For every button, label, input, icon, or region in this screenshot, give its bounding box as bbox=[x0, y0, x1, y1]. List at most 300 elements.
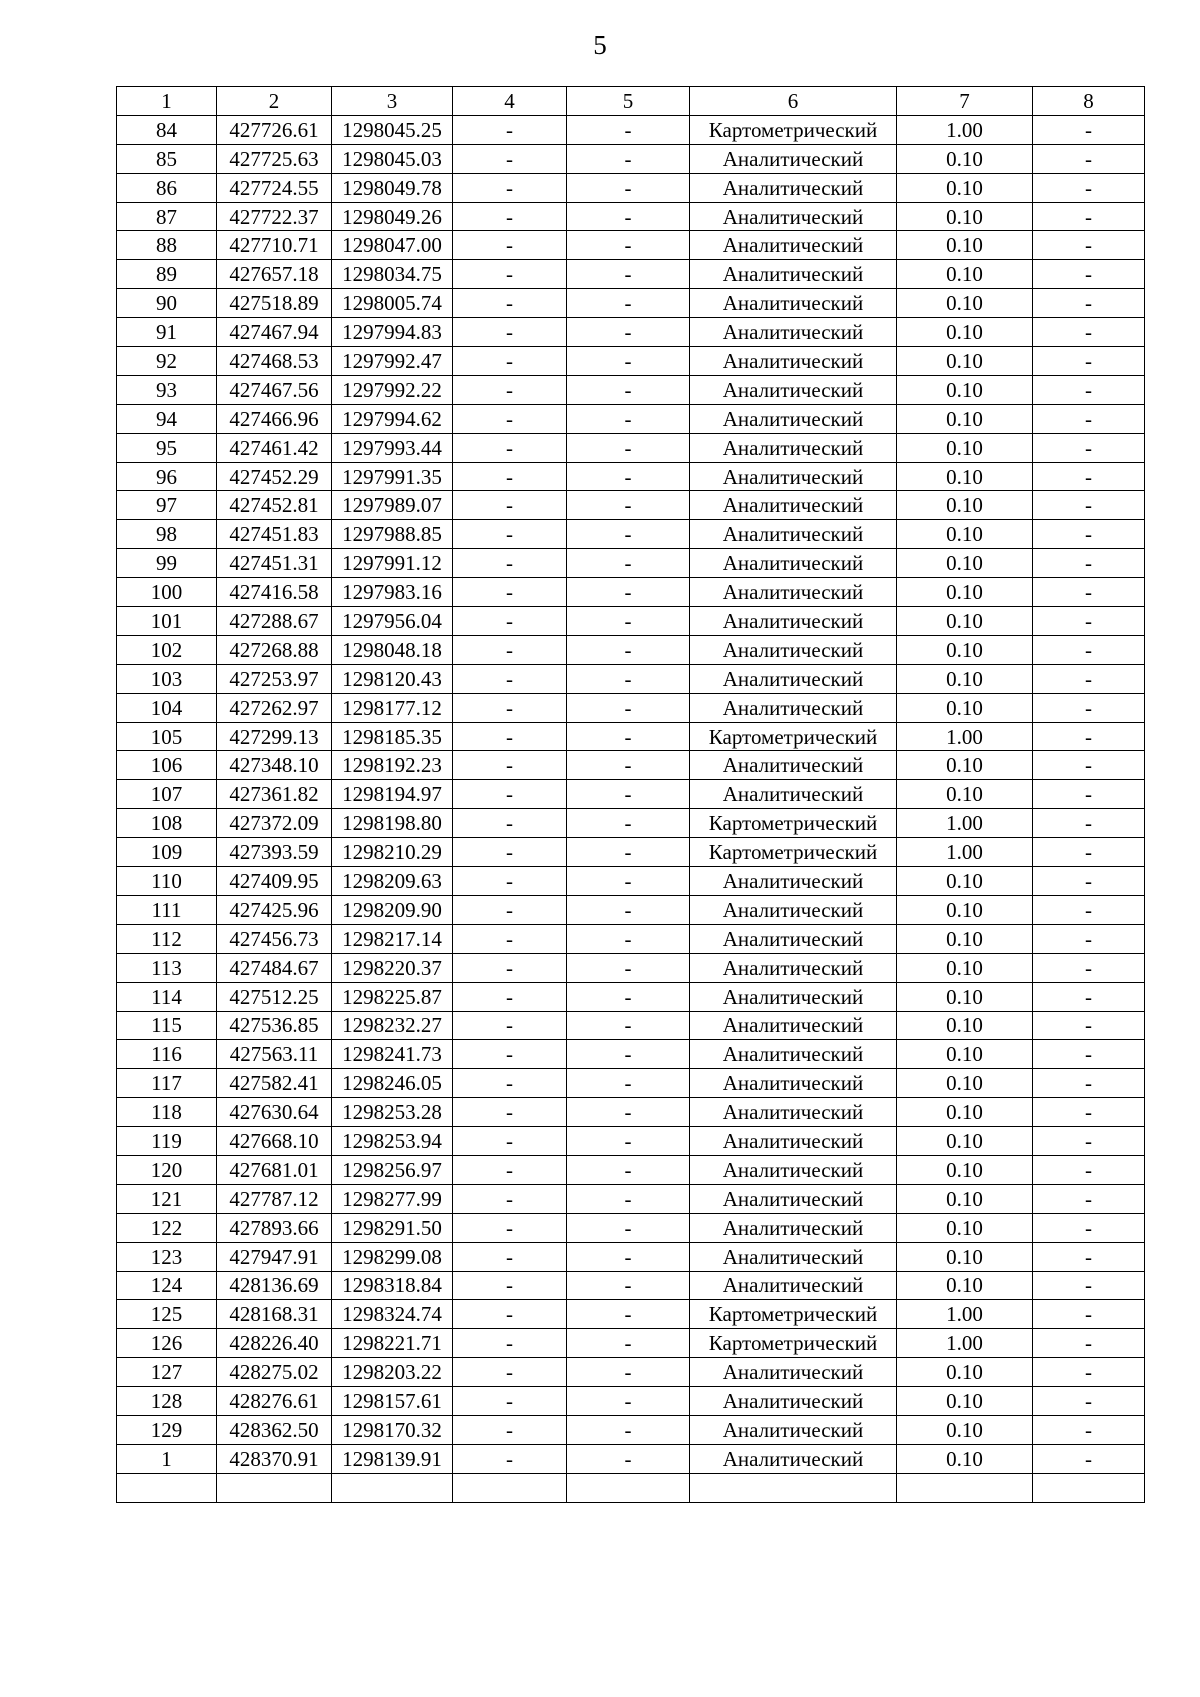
table-cell-col-7: 0.10 bbox=[897, 751, 1033, 780]
table-cell-col-8: - bbox=[1033, 1271, 1145, 1300]
table-cell-col-7: 0.10 bbox=[897, 1213, 1033, 1242]
table-cell-col-8: - bbox=[1033, 231, 1145, 260]
table-cell-col-3: 1298192.23 bbox=[332, 751, 453, 780]
table-cell-col-4: - bbox=[453, 982, 567, 1011]
table-cell-col-8: - bbox=[1033, 693, 1145, 722]
table-cell-col-2: 427681.01 bbox=[217, 1155, 332, 1184]
table-cell-col-5: - bbox=[567, 462, 690, 491]
table-cell-col-8: 8 bbox=[1033, 87, 1145, 116]
table-row bbox=[117, 433, 1145, 462]
table-cell-col-7: 0.10 bbox=[897, 202, 1033, 231]
table-cell-col-4: - bbox=[453, 693, 567, 722]
table-cell-col-4: - bbox=[453, 664, 567, 693]
table-cell-col-5: - bbox=[567, 953, 690, 982]
table-cell-col-6: Аналитический bbox=[690, 347, 897, 376]
table-cell-col-7: 0.10 bbox=[897, 635, 1033, 664]
table-row bbox=[117, 1184, 1145, 1213]
table-row bbox=[117, 1069, 1145, 1098]
table-cell-col-3: 1298221.71 bbox=[332, 1329, 453, 1358]
page-number: 5 bbox=[593, 30, 607, 60]
table-cell-col-3: 1298185.35 bbox=[332, 722, 453, 751]
table-cell-col-5: - bbox=[567, 1040, 690, 1069]
table-cell-col-1: 112 bbox=[117, 924, 217, 953]
table-cell-col-7: 0.10 bbox=[897, 895, 1033, 924]
table-cell-col-5: - bbox=[567, 491, 690, 520]
table-row bbox=[117, 1271, 1145, 1300]
table-cell-col-6: Аналитический bbox=[690, 404, 897, 433]
table-row bbox=[117, 144, 1145, 173]
table-cell-col-8: - bbox=[1033, 635, 1145, 664]
table-cell-col-8: - bbox=[1033, 1300, 1145, 1329]
table-cell-col-5: - bbox=[567, 375, 690, 404]
table-cell-col-4: - bbox=[453, 895, 567, 924]
table-cell-col-2: 427468.53 bbox=[217, 347, 332, 376]
table-cell-col-3: 1298246.05 bbox=[332, 1069, 453, 1098]
table-cell-col-2: 427262.97 bbox=[217, 693, 332, 722]
table-cell-col-6: Аналитический bbox=[690, 1069, 897, 1098]
table-row bbox=[117, 1300, 1145, 1329]
table-cell-col-6: Аналитический bbox=[690, 173, 897, 202]
table-row bbox=[117, 809, 1145, 838]
table-cell-col-3: 1297988.85 bbox=[332, 520, 453, 549]
table-cell-col-2: 427299.13 bbox=[217, 722, 332, 751]
table-cell-col-7: 0.10 bbox=[897, 1040, 1033, 1069]
table-cell-col-3: 1298048.18 bbox=[332, 635, 453, 664]
table-cell-col-6: Аналитический bbox=[690, 635, 897, 664]
table-row bbox=[117, 1011, 1145, 1040]
table-cell-col-1: 116 bbox=[117, 1040, 217, 1069]
table-row bbox=[117, 895, 1145, 924]
table-cell-col-2 bbox=[217, 1473, 332, 1502]
table-cell-col-5: - bbox=[567, 1358, 690, 1387]
table-cell-col-3: 1298157.61 bbox=[332, 1387, 453, 1416]
table-cell-col-4: - bbox=[453, 144, 567, 173]
table-cell-col-7: 7 bbox=[897, 87, 1033, 116]
table-header-row bbox=[117, 87, 1145, 116]
table-cell-col-3: 1298198.80 bbox=[332, 809, 453, 838]
table-cell-col-8: - bbox=[1033, 780, 1145, 809]
table-cell-col-3: 1298005.74 bbox=[332, 289, 453, 318]
table-cell-col-2: 427452.29 bbox=[217, 462, 332, 491]
table-cell-col-6: Картометрический bbox=[690, 809, 897, 838]
table-cell-col-2: 427725.63 bbox=[217, 144, 332, 173]
table-cell-col-8: - bbox=[1033, 1213, 1145, 1242]
table-cell-col-6: Картометрический bbox=[690, 838, 897, 867]
table-cell-col-4: - bbox=[453, 318, 567, 347]
table-cell-col-5: - bbox=[567, 751, 690, 780]
table-cell-col-4: - bbox=[453, 780, 567, 809]
table-cell-col-8: - bbox=[1033, 953, 1145, 982]
table-cell-col-5 bbox=[567, 1473, 690, 1502]
table-cell-col-7: 0.10 bbox=[897, 1127, 1033, 1156]
table-cell-col-4: - bbox=[453, 404, 567, 433]
table-cell-col-1: 128 bbox=[117, 1387, 217, 1416]
table-cell-col-1: 100 bbox=[117, 578, 217, 607]
table-cell-col-6: Аналитический bbox=[690, 607, 897, 636]
table-cell-col-3: 1298217.14 bbox=[332, 924, 453, 953]
table-cell-col-8: - bbox=[1033, 924, 1145, 953]
table-cell-col-3: 1298170.32 bbox=[332, 1415, 453, 1444]
table-cell-col-3: 1298220.37 bbox=[332, 953, 453, 982]
table-cell-col-8: - bbox=[1033, 1069, 1145, 1098]
table-cell-col-3: 1298045.03 bbox=[332, 144, 453, 173]
table-cell-col-7: 0.10 bbox=[897, 664, 1033, 693]
table-cell-col-5: - bbox=[567, 664, 690, 693]
table-cell-col-7: 0.10 bbox=[897, 982, 1033, 1011]
table-cell-col-6: Аналитический bbox=[690, 433, 897, 462]
table-cell-col-1: 109 bbox=[117, 838, 217, 867]
table-cell-col-1: 93 bbox=[117, 375, 217, 404]
table-row bbox=[117, 1415, 1145, 1444]
table-cell-col-1: 88 bbox=[117, 231, 217, 260]
table-cell-col-6: Аналитический bbox=[690, 895, 897, 924]
table-cell-col-1: 105 bbox=[117, 722, 217, 751]
table-cell-col-4: - bbox=[453, 1242, 567, 1271]
table-cell-col-8: - bbox=[1033, 115, 1145, 144]
table-cell-col-2: 427657.18 bbox=[217, 260, 332, 289]
table-cell-col-6: Аналитический bbox=[690, 982, 897, 1011]
table-cell-col-5: - bbox=[567, 318, 690, 347]
table-cell-col-2: 428362.50 bbox=[217, 1415, 332, 1444]
table-cell-col-2: 427668.10 bbox=[217, 1127, 332, 1156]
table-cell-col-8: - bbox=[1033, 838, 1145, 867]
table-row bbox=[117, 1098, 1145, 1127]
table-cell-col-4: - bbox=[453, 722, 567, 751]
table-cell-col-8: - bbox=[1033, 1387, 1145, 1416]
table-cell-col-6: Аналитический bbox=[690, 1358, 897, 1387]
table-cell-col-2: 427372.09 bbox=[217, 809, 332, 838]
table-cell-col-5: 5 bbox=[567, 87, 690, 116]
table-cell-col-5: - bbox=[567, 202, 690, 231]
table-cell-col-1: 98 bbox=[117, 520, 217, 549]
table-cell-col-6: Аналитический bbox=[690, 520, 897, 549]
table-row bbox=[117, 375, 1145, 404]
table-cell-col-6: Аналитический bbox=[690, 1155, 897, 1184]
table-cell-col-3: 1298139.91 bbox=[332, 1444, 453, 1473]
table-cell-col-8: - bbox=[1033, 982, 1145, 1011]
table-cell-col-7: 0.10 bbox=[897, 607, 1033, 636]
table-cell-col-3: 1298034.75 bbox=[332, 260, 453, 289]
table-cell-col-5: - bbox=[567, 1184, 690, 1213]
table-cell-col-6: Аналитический bbox=[690, 780, 897, 809]
table-cell-col-3: 1298324.74 bbox=[332, 1300, 453, 1329]
table-cell-col-3: 1297994.83 bbox=[332, 318, 453, 347]
table-cell-col-2: 427425.96 bbox=[217, 895, 332, 924]
table-cell-col-4 bbox=[453, 1473, 567, 1502]
table-cell-col-3: 1298209.90 bbox=[332, 895, 453, 924]
table-row bbox=[117, 722, 1145, 751]
table-row bbox=[117, 260, 1145, 289]
table-cell-col-8: - bbox=[1033, 607, 1145, 636]
table-cell-col-5: - bbox=[567, 1271, 690, 1300]
table-cell-col-3: 1297992.22 bbox=[332, 375, 453, 404]
table-cell-col-7: 0.10 bbox=[897, 953, 1033, 982]
table-body bbox=[117, 87, 1145, 1503]
table-cell-col-4: - bbox=[453, 289, 567, 318]
table-cell-col-2: 428370.91 bbox=[217, 1444, 332, 1473]
table-cell-col-4: - bbox=[453, 1271, 567, 1300]
table-cell-col-2: 427466.96 bbox=[217, 404, 332, 433]
table-cell-col-7: 0.10 bbox=[897, 1358, 1033, 1387]
table-cell-col-8: - bbox=[1033, 867, 1145, 896]
table-cell-col-3: 1298225.87 bbox=[332, 982, 453, 1011]
table-cell-col-4: - bbox=[453, 491, 567, 520]
table-cell-col-2: 427393.59 bbox=[217, 838, 332, 867]
table-cell-col-7: 0.10 bbox=[897, 462, 1033, 491]
table-cell-col-3: 1298209.63 bbox=[332, 867, 453, 896]
table-cell-col-4: - bbox=[453, 578, 567, 607]
table-cell-col-1: 106 bbox=[117, 751, 217, 780]
table-row bbox=[117, 404, 1145, 433]
table-cell-col-3: 1298256.97 bbox=[332, 1155, 453, 1184]
table-cell-col-2: 428276.61 bbox=[217, 1387, 332, 1416]
table-cell-col-6: Аналитический bbox=[690, 693, 897, 722]
table-cell-col-2: 427484.67 bbox=[217, 953, 332, 982]
table-cell-col-4: - bbox=[453, 231, 567, 260]
table-cell-col-1: 1 bbox=[117, 1444, 217, 1473]
table-cell-col-7: 0.10 bbox=[897, 1011, 1033, 1040]
table-cell-col-5: - bbox=[567, 1329, 690, 1358]
table-cell-col-8: - bbox=[1033, 722, 1145, 751]
table-row bbox=[117, 982, 1145, 1011]
table-cell-col-1: 102 bbox=[117, 635, 217, 664]
table-cell-col-4: - bbox=[453, 347, 567, 376]
table-cell-col-7: 0.10 bbox=[897, 347, 1033, 376]
table-cell-col-4: - bbox=[453, 1387, 567, 1416]
table-cell-col-7: 0.10 bbox=[897, 375, 1033, 404]
table-cell-col-6: Аналитический bbox=[690, 318, 897, 347]
table-cell-col-1: 119 bbox=[117, 1127, 217, 1156]
table-cell-col-5: - bbox=[567, 260, 690, 289]
table-cell-col-4: - bbox=[453, 1444, 567, 1473]
table-row bbox=[117, 1387, 1145, 1416]
table-cell-col-1: 110 bbox=[117, 867, 217, 896]
table-cell-col-1: 108 bbox=[117, 809, 217, 838]
table-cell-col-5: - bbox=[567, 231, 690, 260]
table-cell-col-2: 427947.91 bbox=[217, 1242, 332, 1271]
table-cell-col-1: 87 bbox=[117, 202, 217, 231]
table-row bbox=[117, 520, 1145, 549]
table-cell-col-3: 1298318.84 bbox=[332, 1271, 453, 1300]
table-cell-col-6: Аналитический bbox=[690, 1415, 897, 1444]
table-cell-col-3: 1298049.26 bbox=[332, 202, 453, 231]
table-cell-col-2: 428226.40 bbox=[217, 1329, 332, 1358]
table-cell-col-2: 427722.37 bbox=[217, 202, 332, 231]
table-row bbox=[117, 867, 1145, 896]
table-cell-col-6: Аналитический bbox=[690, 1098, 897, 1127]
table-cell-col-7: 1.00 bbox=[897, 838, 1033, 867]
table-cell-col-6: Аналитический bbox=[690, 289, 897, 318]
table-cell-col-4: - bbox=[453, 838, 567, 867]
table-cell-col-1: 99 bbox=[117, 549, 217, 578]
table-cell-col-6: Аналитический bbox=[690, 1444, 897, 1473]
table-cell-col-1: 125 bbox=[117, 1300, 217, 1329]
table-cell-col-1: 86 bbox=[117, 173, 217, 202]
table-cell-col-8: - bbox=[1033, 433, 1145, 462]
table-cell-col-7: 0.10 bbox=[897, 780, 1033, 809]
table-cell-col-3: 1298177.12 bbox=[332, 693, 453, 722]
table-cell-col-3 bbox=[332, 1473, 453, 1502]
table-cell-col-8: - bbox=[1033, 520, 1145, 549]
table-cell-col-4: - bbox=[453, 1127, 567, 1156]
table-cell-col-3: 1297956.04 bbox=[332, 607, 453, 636]
table-cell-col-1: 90 bbox=[117, 289, 217, 318]
table-cell-col-3: 1297992.47 bbox=[332, 347, 453, 376]
table-cell-col-4: - bbox=[453, 1098, 567, 1127]
table-row bbox=[117, 173, 1145, 202]
table-cell-col-5: - bbox=[567, 115, 690, 144]
table-cell-col-6: Аналитический bbox=[690, 1213, 897, 1242]
table-cell-col-4: - bbox=[453, 809, 567, 838]
table-cell-col-1: 1 bbox=[117, 87, 217, 116]
table-row bbox=[117, 693, 1145, 722]
table-cell-col-1: 122 bbox=[117, 1213, 217, 1242]
table-cell-col-7: 1.00 bbox=[897, 1300, 1033, 1329]
table-cell-col-6: Аналитический bbox=[690, 664, 897, 693]
table-cell-col-6: Картометрический bbox=[690, 1329, 897, 1358]
table-cell-col-2: 427563.11 bbox=[217, 1040, 332, 1069]
table-cell-col-3: 1298277.99 bbox=[332, 1184, 453, 1213]
table-cell-col-5: - bbox=[567, 347, 690, 376]
table-cell-col-7: 0.10 bbox=[897, 173, 1033, 202]
table-cell-col-2: 427451.31 bbox=[217, 549, 332, 578]
table-cell-col-2: 427518.89 bbox=[217, 289, 332, 318]
table-cell-col-5: - bbox=[567, 549, 690, 578]
table-cell-col-6: Аналитический bbox=[690, 462, 897, 491]
table-cell-col-7: 0.10 bbox=[897, 404, 1033, 433]
table-cell-col-7: 0.10 bbox=[897, 318, 1033, 347]
table-cell-col-1: 107 bbox=[117, 780, 217, 809]
table-cell-col-5: - bbox=[567, 1098, 690, 1127]
table-cell-col-4: - bbox=[453, 867, 567, 896]
table-row bbox=[117, 578, 1145, 607]
table-cell-col-3: 1298210.29 bbox=[332, 838, 453, 867]
table-row bbox=[117, 347, 1145, 376]
table-cell-col-8: - bbox=[1033, 318, 1145, 347]
table-cell-col-7: 0.10 bbox=[897, 693, 1033, 722]
table-cell-col-3: 1297994.62 bbox=[332, 404, 453, 433]
table-cell-col-8: - bbox=[1033, 1329, 1145, 1358]
table-cell-col-7: 1.00 bbox=[897, 722, 1033, 751]
table-cell-col-6: Аналитический bbox=[690, 924, 897, 953]
table-cell-col-6: Аналитический bbox=[690, 375, 897, 404]
table-cell-col-4: - bbox=[453, 520, 567, 549]
table-cell-col-5: - bbox=[567, 1155, 690, 1184]
table-cell-col-8: - bbox=[1033, 1040, 1145, 1069]
table-cell-col-5: - bbox=[567, 1069, 690, 1098]
table-cell-col-4: - bbox=[453, 433, 567, 462]
table-cell-col-6: Аналитический bbox=[690, 1242, 897, 1271]
table-cell-col-5: - bbox=[567, 867, 690, 896]
table-cell-col-4: - bbox=[453, 462, 567, 491]
table-cell-col-6: Аналитический bbox=[690, 491, 897, 520]
table-cell-col-1: 103 bbox=[117, 664, 217, 693]
table-cell-col-7: 0.10 bbox=[897, 1271, 1033, 1300]
table-cell-col-1: 114 bbox=[117, 982, 217, 1011]
table-row bbox=[117, 1329, 1145, 1358]
table-cell-col-6: Картометрический bbox=[690, 115, 897, 144]
table-cell-col-6: Аналитический bbox=[690, 1184, 897, 1213]
table-cell-col-1: 94 bbox=[117, 404, 217, 433]
table-cell-col-8: - bbox=[1033, 809, 1145, 838]
table-cell-col-2: 427451.83 bbox=[217, 520, 332, 549]
table-row bbox=[117, 1127, 1145, 1156]
table-cell-col-7: 1.00 bbox=[897, 1329, 1033, 1358]
table-cell-col-5: - bbox=[567, 635, 690, 664]
table-cell-col-8: - bbox=[1033, 1242, 1145, 1271]
table-cell-col-3: 1298253.94 bbox=[332, 1127, 453, 1156]
table-cell-col-6: Аналитический bbox=[690, 578, 897, 607]
table-cell-col-4: - bbox=[453, 375, 567, 404]
table-row bbox=[117, 115, 1145, 144]
table-cell-col-3: 1297991.35 bbox=[332, 462, 453, 491]
table-cell-col-8: - bbox=[1033, 1444, 1145, 1473]
table-cell-col-5: - bbox=[567, 607, 690, 636]
table-row bbox=[117, 1155, 1145, 1184]
table-cell-col-5: - bbox=[567, 722, 690, 751]
table-cell-col-7: 0.10 bbox=[897, 1098, 1033, 1127]
table-cell-col-2: 427630.64 bbox=[217, 1098, 332, 1127]
table-cell-col-5: - bbox=[567, 520, 690, 549]
table-cell-col-3: 1298120.43 bbox=[332, 664, 453, 693]
table-cell-col-6: 6 bbox=[690, 87, 897, 116]
table-cell-col-6: Аналитический bbox=[690, 549, 897, 578]
table-cell-col-1: 115 bbox=[117, 1011, 217, 1040]
table-cell-col-7: 0.10 bbox=[897, 549, 1033, 578]
table-cell-col-8: - bbox=[1033, 1127, 1145, 1156]
table-row bbox=[117, 202, 1145, 231]
table-row bbox=[117, 318, 1145, 347]
table-cell-col-2: 427710.71 bbox=[217, 231, 332, 260]
table-cell-col-3: 1298253.28 bbox=[332, 1098, 453, 1127]
table-cell-col-6 bbox=[690, 1473, 897, 1502]
table-row bbox=[117, 549, 1145, 578]
table-cell-col-4: - bbox=[453, 1329, 567, 1358]
table-cell-col-7: 0.10 bbox=[897, 491, 1033, 520]
table-cell-col-2: 427461.42 bbox=[217, 433, 332, 462]
table-cell-col-7: 0.10 bbox=[897, 1184, 1033, 1213]
table-cell-col-4: - bbox=[453, 1069, 567, 1098]
table-cell-col-4: - bbox=[453, 1184, 567, 1213]
table-cell-col-6: Картометрический bbox=[690, 722, 897, 751]
table-cell-col-2: 427456.73 bbox=[217, 924, 332, 953]
table-cell-col-1: 104 bbox=[117, 693, 217, 722]
table-cell-col-1: 89 bbox=[117, 260, 217, 289]
table-row bbox=[117, 1358, 1145, 1387]
table-cell-col-1: 126 bbox=[117, 1329, 217, 1358]
table-cell-col-3: 1297993.44 bbox=[332, 433, 453, 462]
table-cell-col-6: Аналитический bbox=[690, 1011, 897, 1040]
table-cell-col-1: 95 bbox=[117, 433, 217, 462]
table-row bbox=[117, 924, 1145, 953]
table-row bbox=[117, 953, 1145, 982]
table-cell-col-7: 0.10 bbox=[897, 144, 1033, 173]
table-cell-col-8: - bbox=[1033, 144, 1145, 173]
table-cell-col-8: - bbox=[1033, 1184, 1145, 1213]
table-cell-col-6: Аналитический bbox=[690, 1040, 897, 1069]
table-cell-col-8: - bbox=[1033, 1415, 1145, 1444]
table-cell-col-2: 427253.97 bbox=[217, 664, 332, 693]
table-cell-col-1: 92 bbox=[117, 347, 217, 376]
table-row bbox=[117, 1444, 1145, 1473]
table-cell-col-6: Аналитический bbox=[690, 1271, 897, 1300]
table-cell-col-5: - bbox=[567, 924, 690, 953]
table-cell-col-6: Аналитический bbox=[690, 260, 897, 289]
table-cell-col-2: 427582.41 bbox=[217, 1069, 332, 1098]
table-cell-col-4: - bbox=[453, 1155, 567, 1184]
table-cell-col-5: - bbox=[567, 1444, 690, 1473]
table-cell-col-2: 427467.94 bbox=[217, 318, 332, 347]
